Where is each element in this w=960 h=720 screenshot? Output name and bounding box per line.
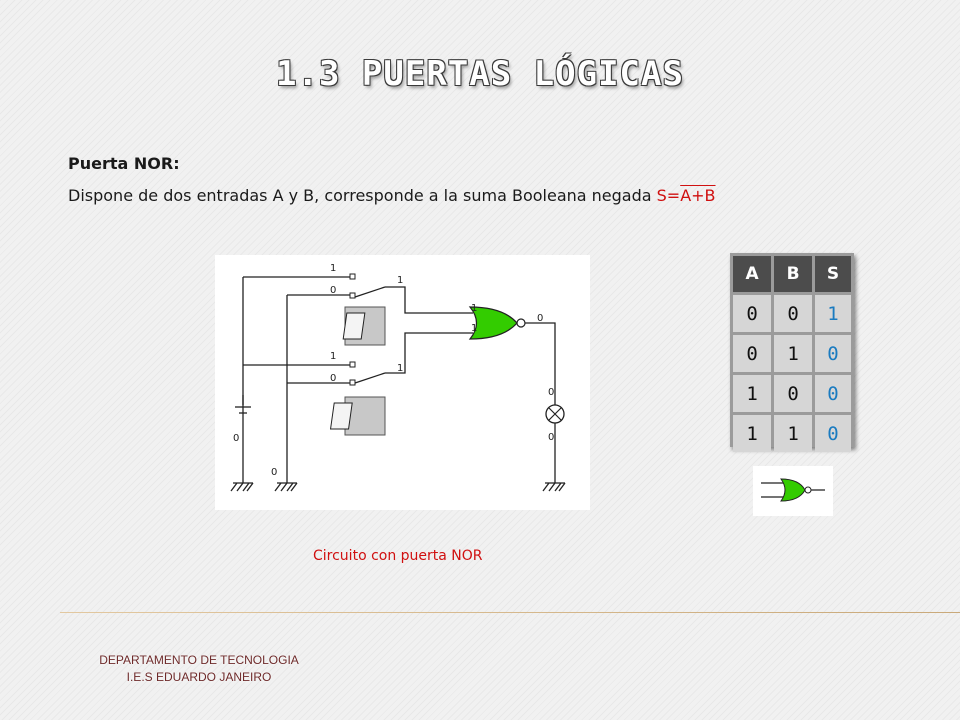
cell-a: 1 [733, 415, 771, 452]
cell-a: 1 [733, 375, 771, 412]
page-title: 1.3 PUERTAS LÓGICAS [276, 54, 684, 94]
nor-gate-icon [753, 466, 833, 516]
circuit-label: 1 [397, 275, 404, 286]
circuit-label: 0 [548, 432, 555, 443]
circuit-label: 1 [330, 263, 337, 274]
truth-table-grid [730, 253, 854, 455]
footer-divider [60, 612, 960, 613]
circuit-label: 1 [397, 363, 404, 374]
footer-department: DEPARTAMENTO DE TECNOLOGIA [99, 653, 299, 667]
switch-2-button [331, 397, 385, 435]
nor-gate [470, 307, 525, 339]
ground-2 [275, 483, 297, 491]
formula-expression: A+B [680, 186, 716, 205]
header-s: S [815, 256, 851, 292]
cell-b: 0 [774, 295, 812, 332]
cell-b: 1 [774, 415, 812, 452]
circuit-caption: Circuito con puerta NOR [313, 548, 483, 564]
ground-3 [543, 483, 565, 491]
cell-a: 0 [733, 335, 771, 372]
table-row [733, 335, 851, 372]
nor-gate-symbol [753, 466, 833, 516]
switch-1-out [385, 287, 473, 313]
table-row [733, 415, 851, 452]
circuit-label: 1 [471, 303, 478, 314]
description-text: Dispone de dos entradas A y B, corresponde a la suma Booleana negada [68, 186, 657, 205]
switch-1-button [343, 307, 385, 345]
circuit-label: 0 [330, 373, 337, 384]
header-a: A [733, 256, 771, 292]
circuit-drawing [215, 255, 590, 510]
formula-prefix: S= [656, 186, 681, 205]
formula [657, 186, 716, 205]
truth-table-header-row [733, 256, 851, 292]
cell-a: 0 [733, 295, 771, 332]
truth-table [730, 253, 854, 447]
circuit-label: 0 [271, 467, 278, 478]
cell-b: 1 [774, 335, 812, 372]
cell-s: 0 [815, 375, 851, 412]
cell-b: 0 [774, 375, 812, 412]
cell-s: 0 [815, 415, 851, 452]
circuit-label: 0 [548, 387, 555, 398]
circuit-label: 0 [233, 433, 240, 444]
footer-school: I.E.S EDUARDO JANEIRO [126, 670, 272, 684]
cell-s: 0 [815, 335, 851, 372]
circuit-label: 1 [471, 323, 478, 334]
switch-2-lever [355, 373, 385, 383]
nor-circuit-diagram [215, 255, 590, 510]
ground-1 [231, 483, 253, 491]
circuit-label: 1 [330, 351, 337, 362]
lamp [546, 405, 564, 423]
table-row [733, 375, 851, 412]
switch-1-lever [355, 287, 385, 297]
table-row [733, 295, 851, 332]
footer [80, 652, 318, 686]
gate-description [68, 186, 716, 205]
gate-subtitle: Puerta NOR: [68, 154, 180, 173]
cell-s: 1 [815, 295, 851, 332]
header-b: B [774, 256, 812, 292]
circuit-label: 0 [330, 285, 337, 296]
circuit-label: 0 [537, 313, 544, 324]
